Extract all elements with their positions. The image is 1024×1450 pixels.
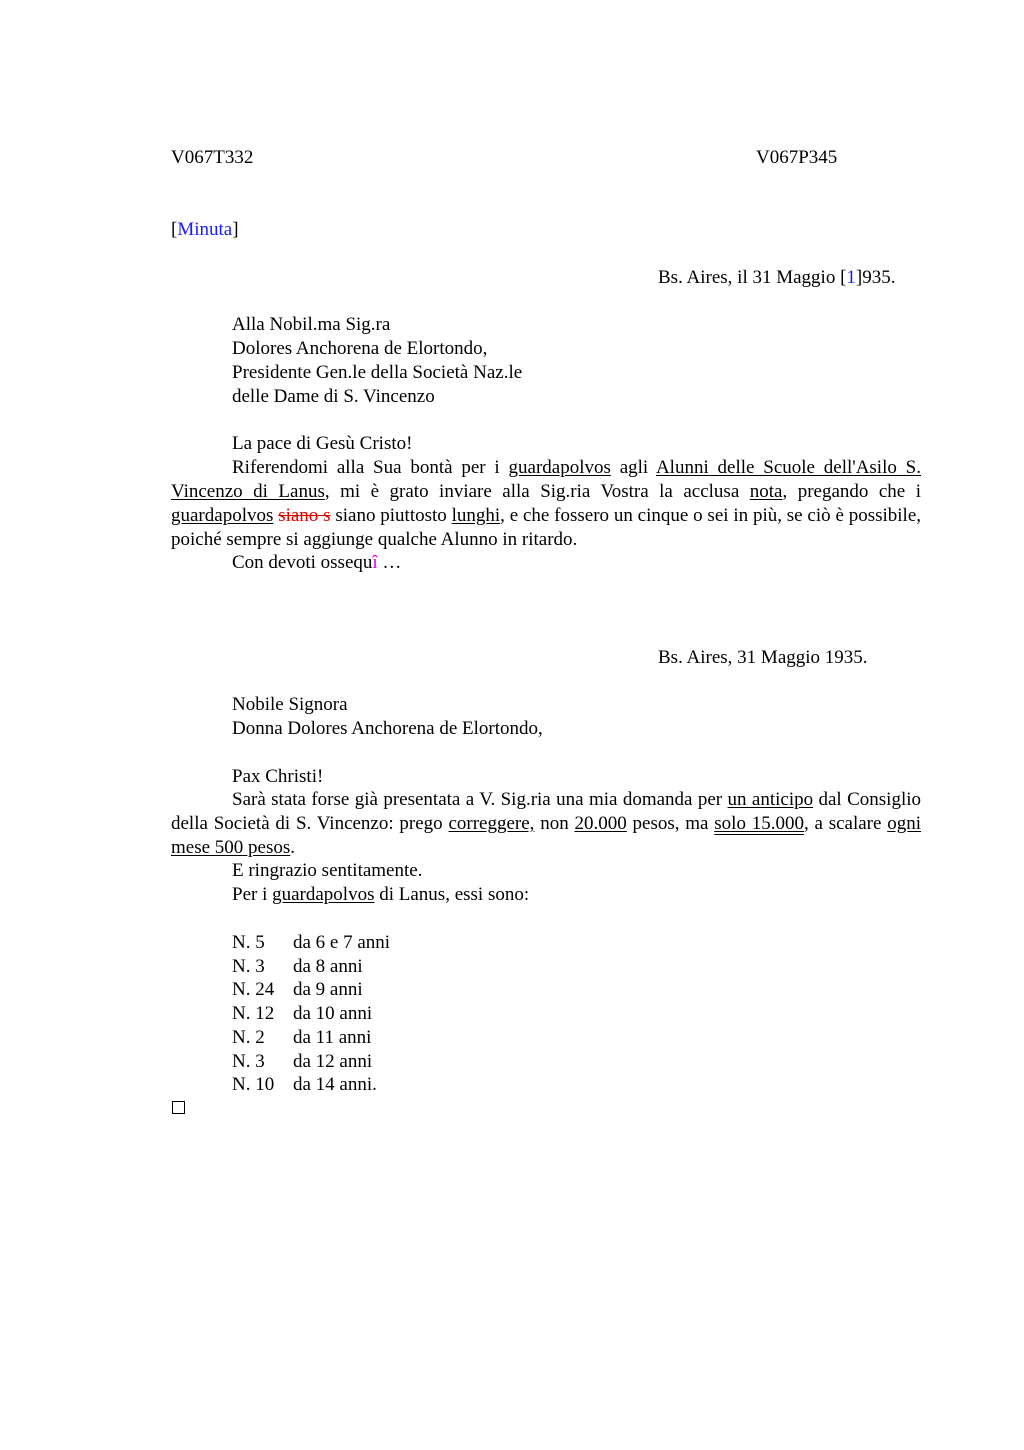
underlined-term: correggere, [448,813,535,834]
list-item: N. 3 da 12 anni [232,1051,373,1072]
list-item: N. 12 da 10 anni [232,1003,373,1024]
draft-address-line: delle Dame di S. Vincenzo [232,386,435,407]
draft-address-line: Alla Nobil.ma Sig.ra [232,314,391,335]
underlined-term: guardapolvos [508,457,611,478]
underlined-term: un anticipo [727,789,814,810]
corrected-character: î [372,552,378,573]
final-address-line: Nobile Signora [232,694,348,715]
underlined-term: Alunni delle Scuole dell'Asilo S. Vincenzo di Lanus [171,457,921,502]
minute-label: [Minuta] [171,219,239,240]
draft-date-prefix: Bs. Aires, il 31 Maggio [ [658,267,847,288]
document-code-right: V067P345 [756,147,838,168]
final-list-intro: Per i guardapolvos di Lanus, essi sono: [232,884,530,905]
underlined-term: nota [749,481,783,502]
final-body-paragraph: Sarà stata forse già presentata a V. Sig.ria una mia domanda per un anticipo dal Consiglio della Società di S. Vincenzo: prego correggere, non 20.000 pesos, ma solo 15.000, a scalare ogni mese 500 pesos. [171,789,921,858]
final-greeting: Pax Christi! [232,766,324,787]
list-item: N. 24 da 9 anni [232,979,363,1000]
list-item: N. 10 da 14 anni. [232,1074,377,1095]
underlined-term: 20.000 [574,813,627,834]
draft-address-line: Presidente Gen.le della Società Naz.le [232,362,523,383]
underlined-term: guardapolvos [272,884,375,905]
draft-date-suffix: ]935. [855,267,896,288]
draft-greeting: La pace di Gesù Cristo! [232,433,413,454]
struck-text: siano s [278,505,331,526]
final-thanks: E ringrazio sentitamente. [232,860,423,881]
final-address-line: Donna Dolores Anchorena de Elortondo, [232,718,543,739]
list-item: N. 5 da 6 e 7 anni [232,932,391,953]
final-date: Bs. Aires, 31 Maggio 1935. [658,647,868,668]
draft-date [658,266,896,290]
minute-label-text: Minuta [177,219,233,240]
end-marker-square-icon [172,1101,185,1114]
list-item: N. 3 da 8 anni [232,956,363,977]
draft-closing: Con devoti ossequî … [232,552,402,573]
draft-address-line: Dolores Anchorena de Elortondo, [232,338,488,359]
underlined-term: ogni mese 500 pesos [171,813,921,858]
underlined-term: guardapolvos [171,505,274,526]
double-underlined-term: solo 15.000 [714,813,804,834]
draft-date-digit: 1 [846,267,856,288]
underlined-term: lunghi [451,505,501,526]
document-code-left: V067T332 [171,147,254,168]
draft-body-paragraph: Riferendomi alla Sua bontà per i guardapolvos agli Alunni delle Scuole dell'Asilo S. Vincenzo di Lanus, mi è grato inviare alla Sig.ria Vostra la acclusa nota, pregando che i guardapolvos siano s siano piuttosto lunghi, e che fossero un cinque o sei in più, se ciò è possibile, poiché sempre si aggiunge qualche Alunno in ritardo. [171,457,922,550]
list-item: N. 2 da 11 anni [232,1027,372,1048]
